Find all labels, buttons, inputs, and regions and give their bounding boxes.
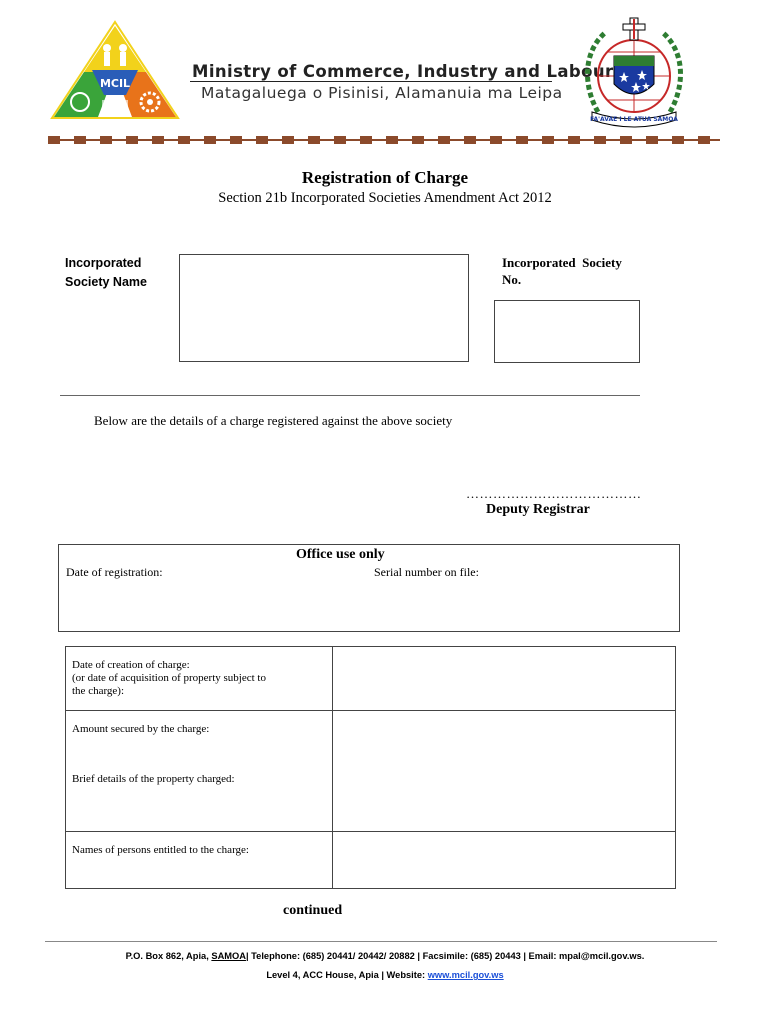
- table-row: [66, 647, 676, 711]
- society-number-field[interactable]: [494, 300, 640, 363]
- persons-entitled-field[interactable]: [333, 832, 676, 889]
- amount-property-field[interactable]: [333, 711, 676, 832]
- society-name-field[interactable]: [179, 254, 469, 362]
- footer-website-link[interactable]: www.mcil.gov.ws: [427, 970, 504, 980]
- creation-date-label-cell: [66, 647, 333, 711]
- signature-line: …………………………………: [466, 486, 642, 501]
- persons-entitled-label: Names of persons entitled to the charge:: [72, 844, 249, 856]
- footer-contact: [0, 951, 770, 961]
- document-subtitle: Section 21b Incorporated Societies Amendment Act 2012: [218, 190, 552, 206]
- property-details-label: Brief details of the property charged:: [72, 773, 235, 785]
- coat-of-arms-emblem: [578, 14, 690, 128]
- details-statement: Below are the details of a charge registered against the above society: [94, 413, 453, 428]
- deputy-registrar-title: Deputy Registrar: [486, 502, 590, 517]
- footer-contact-details: | Telephone: (685) 20441/ 20442/ 20882 | Facsimile: (685) 20443 | Email: mpal@mcil.gov.ws.: [245, 951, 645, 961]
- ministry-name: Ministry of Commerce, Industry and Labour: [192, 62, 614, 81]
- footer-po-box: P.O. Box 862, Apia,: [125, 951, 212, 961]
- header-decorative-band: [48, 136, 720, 144]
- footer-address-text: Level 4, ACC House, Apia | Website:: [266, 970, 428, 980]
- logo-text: MCIL: [99, 77, 131, 90]
- society-number-label: [502, 254, 652, 288]
- footer-samoa: SAMOA: [211, 951, 246, 961]
- section-divider: [60, 395, 640, 396]
- creation-date-note-end: the charge):: [72, 685, 125, 697]
- society-name-label-line2: Society Name: [65, 275, 147, 289]
- footer-rule: [45, 941, 717, 942]
- document-title: Registration of Charge: [301, 168, 469, 187]
- society-name-label: [65, 254, 175, 292]
- persons-entitled-label-cell: [66, 832, 333, 889]
- continued-label: continued: [283, 903, 343, 918]
- creation-date-label: Date of creation of charge:: [72, 659, 190, 671]
- footer-address: [0, 970, 770, 980]
- coat-of-arms-motto: FA'AVAE I LE ATUA SAMOA: [590, 116, 678, 123]
- society-name-label-line1: Incorporated: [65, 256, 142, 270]
- table-row: [66, 832, 676, 889]
- creation-date-field[interactable]: [333, 647, 676, 711]
- date-of-registration-label: Date of registration:: [66, 565, 163, 579]
- society-number-label-line1: Incorporated Society: [502, 255, 622, 270]
- table-row: [66, 711, 676, 832]
- header-rule: [190, 81, 552, 82]
- serial-number-label: Serial number on file:: [374, 565, 479, 579]
- ministry-name-samoan: Matagaluega o Pisinisi, Alamanuia ma Leipa: [201, 84, 563, 102]
- charge-details-table: [65, 646, 676, 889]
- creation-date-note: (or date of acquisition of property subject to: [72, 672, 266, 684]
- amount-property-label-cell: [66, 711, 333, 832]
- amount-secured-label: Amount secured by the charge:: [72, 723, 210, 735]
- society-number-label-line2: No.: [502, 272, 522, 287]
- office-use-title: Office use only: [296, 547, 385, 562]
- mcil-logo: [50, 20, 180, 120]
